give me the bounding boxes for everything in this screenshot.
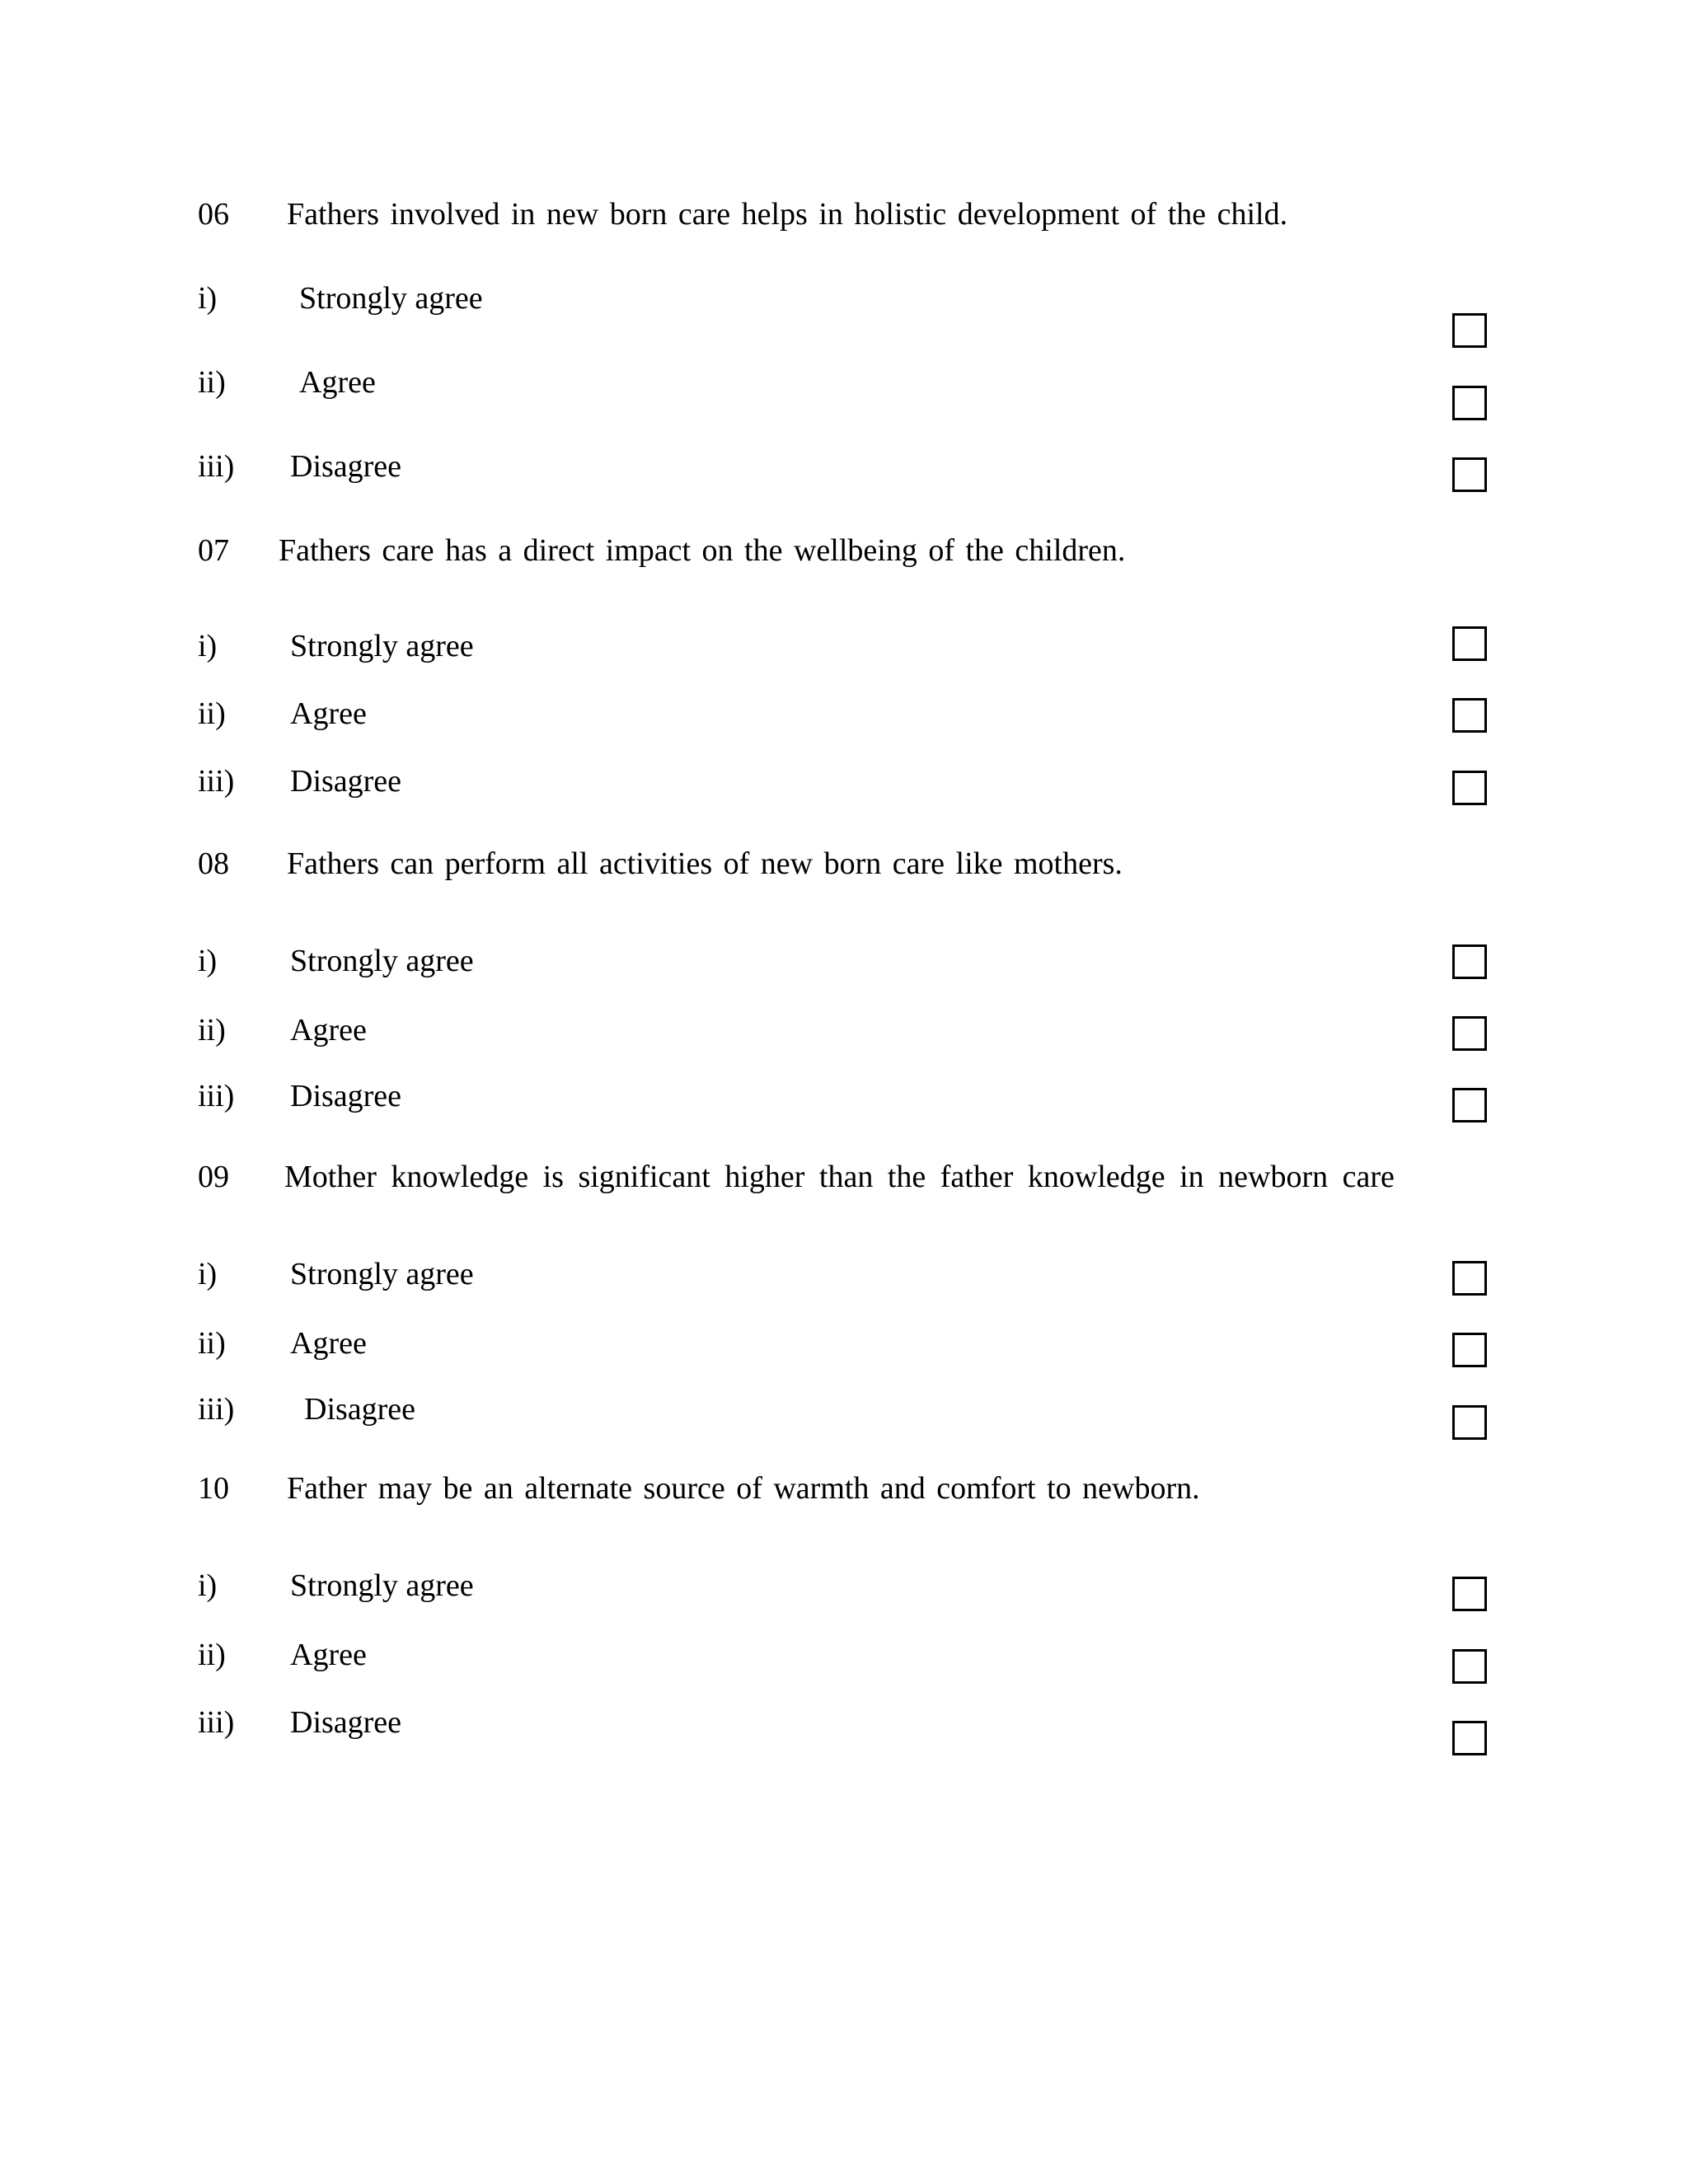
checkbox-q07-disagree[interactable] <box>1452 771 1487 805</box>
question-number: 07 <box>198 533 229 568</box>
option-numeral: ii) <box>198 1326 226 1361</box>
option-label: Agree <box>290 1326 367 1361</box>
option-label: Strongly agree <box>290 1257 474 1291</box>
question-text: Mother knowledge is significant higher than the father knowledge in newborn care <box>284 1160 1395 1194</box>
question-text: Fathers care has a direct impact on the wellbeing of the children. <box>279 533 1126 568</box>
checkbox-q08-agree[interactable] <box>1452 1016 1487 1051</box>
question-number: 08 <box>198 846 229 881</box>
option-numeral: ii) <box>198 1638 226 1672</box>
checkbox-q06-agree[interactable] <box>1452 386 1487 420</box>
option-label: Strongly agree <box>290 944 474 978</box>
checkbox-q08-disagree[interactable] <box>1452 1088 1487 1122</box>
checkbox-q06-disagree[interactable] <box>1452 457 1487 492</box>
question-text: Fathers can perform all activities of new born care like mothers. <box>287 846 1123 881</box>
option-numeral: iii) <box>198 1392 235 1427</box>
option-label: Strongly agree <box>290 1568 474 1603</box>
checkbox-q10-disagree[interactable] <box>1452 1721 1487 1755</box>
question-text: Fathers involved in new born care helps in holistic development of the child. <box>287 197 1288 232</box>
option-label: Disagree <box>290 1079 402 1113</box>
option-numeral: iii) <box>198 449 235 484</box>
option-label: Disagree <box>290 449 402 484</box>
option-label: Strongly agree <box>290 629 474 663</box>
question-text: Father may be an alternate source of warmth and comfort to newborn. <box>287 1471 1200 1506</box>
option-label: Agree <box>299 365 376 400</box>
option-numeral: iii) <box>198 1705 235 1740</box>
option-numeral: iii) <box>198 1079 235 1113</box>
option-numeral: i) <box>198 629 218 663</box>
option-label: Strongly agree <box>299 281 483 316</box>
option-label: Disagree <box>290 1705 402 1740</box>
option-label: Disagree <box>304 1392 416 1427</box>
option-numeral: ii) <box>198 365 226 400</box>
option-label: Agree <box>290 1638 367 1672</box>
question-number: 10 <box>198 1471 229 1506</box>
checkbox-q07-agree[interactable] <box>1452 698 1487 733</box>
option-numeral: ii) <box>198 696 226 731</box>
option-numeral: i) <box>198 1568 218 1603</box>
option-numeral: iii) <box>198 764 235 799</box>
checkbox-q10-agree[interactable] <box>1452 1649 1487 1684</box>
question-number: 06 <box>198 197 229 232</box>
option-label: Agree <box>290 696 367 731</box>
checkbox-q09-disagree[interactable] <box>1452 1405 1487 1440</box>
option-label: Disagree <box>290 764 402 799</box>
question-number: 09 <box>198 1160 229 1194</box>
checkbox-q09-strongly-agree[interactable] <box>1452 1261 1487 1296</box>
option-numeral: i) <box>198 281 218 316</box>
checkbox-q08-strongly-agree[interactable] <box>1452 944 1487 979</box>
checkbox-q07-strongly-agree[interactable] <box>1452 626 1487 661</box>
checkbox-q06-strongly-agree[interactable] <box>1452 313 1487 348</box>
option-numeral: i) <box>198 1257 218 1291</box>
option-numeral: ii) <box>198 1013 226 1047</box>
checkbox-q10-strongly-agree[interactable] <box>1452 1577 1487 1611</box>
checkbox-q09-agree[interactable] <box>1452 1333 1487 1367</box>
option-numeral: i) <box>198 944 218 978</box>
option-label: Agree <box>290 1013 367 1047</box>
